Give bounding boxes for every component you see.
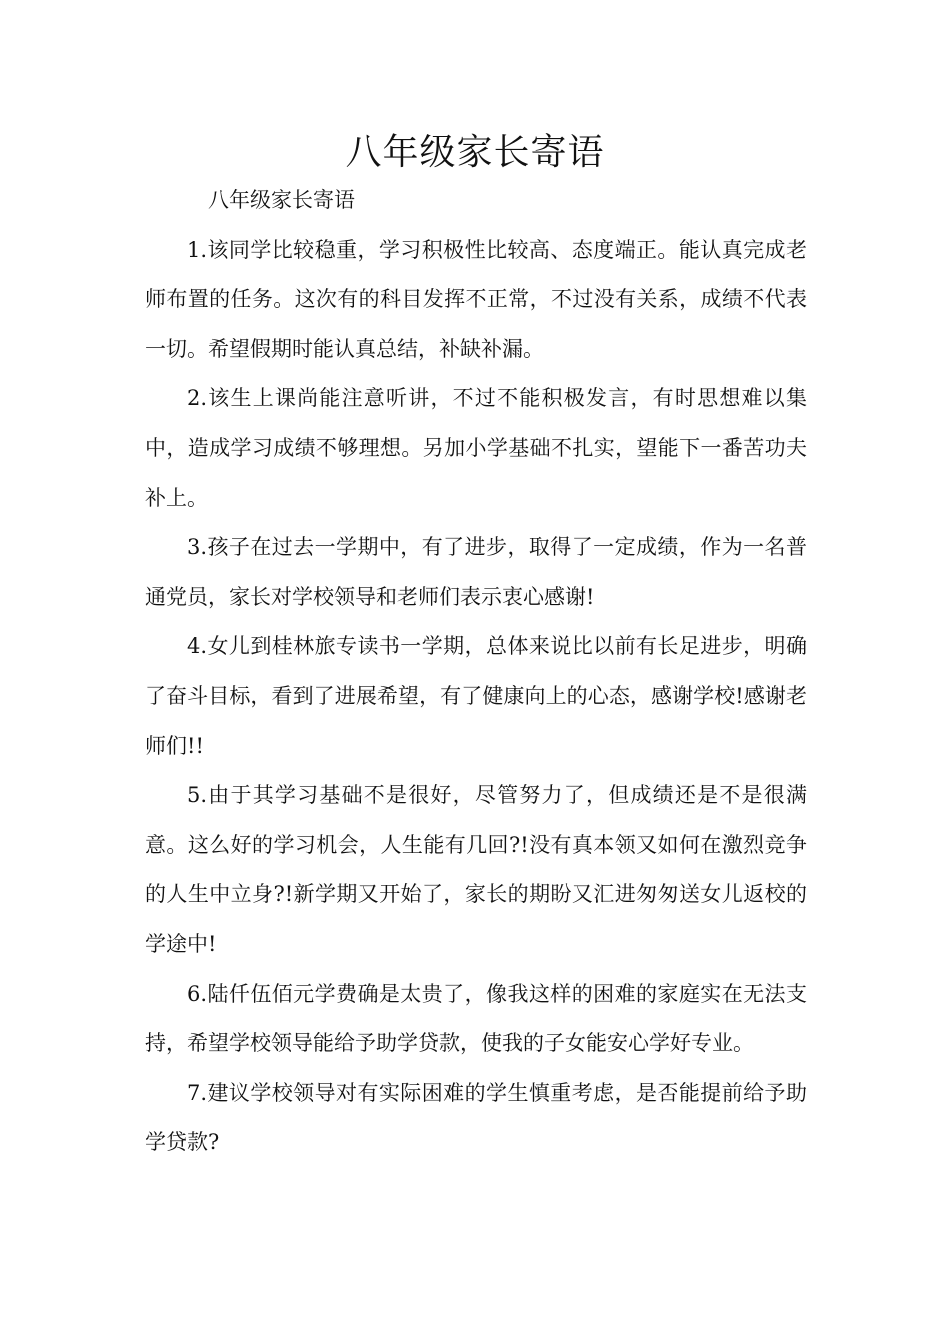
paragraph-5: 5.由于其学习基础不是很好，尽管努力了，但成绩还是不是很满意。这么好的学习机会，人生能有几回?!没有真本领又如何在激烈竞争的人生中立身?!新学期又开始了，家长的期盼又汇进匆匆送女儿返校的学途中! — [145, 783, 807, 956]
paragraph-6: 6.陆仟伍佰元学费确是太贵了，像我这样的困难的家庭实在无法支持，希望学校领导能给予助学贷款，使我的子女能安心学好专业。 — [145, 981, 807, 1056]
paragraph-1: 1.该同学比较稳重，学习积极性比较高、态度端正。能认真完成老师布置的任务。这次有的科目发挥不正常，不过没有关系，成绩不代表一切。希望假期时能认真总结，补缺补漏。 — [145, 237, 807, 361]
paragraph-2: 2.该生上课尚能注意听讲，不过不能积极发言，有时思想难以集中，造成学习成绩不够理想。另加小学基础不扎实，望能下一番苦功夫补上。 — [145, 386, 807, 510]
paragraph-7: 7.建议学校领导对有实际困难的学生慎重考虑，是否能提前给予助学贷款? — [145, 1080, 807, 1155]
document-subtitle: 八年级家长寄语 — [208, 188, 355, 212]
document-body — [145, 176, 807, 1168]
paragraph-4: 4.女儿到桂林旅专读书一学期，总体来说比以前有长足进步，明确了奋斗目标，看到了进展希望，有了健康向上的心态，感谢学校!感谢老师们!! — [145, 634, 807, 758]
paragraph-3: 3.孩子在过去一学期中，有了进步，取得了一定成绩，作为一名普通党员，家长对学校领导和老师们表示衷心感谢! — [145, 535, 807, 609]
page-title: 八年级家长寄语 — [345, 132, 605, 173]
